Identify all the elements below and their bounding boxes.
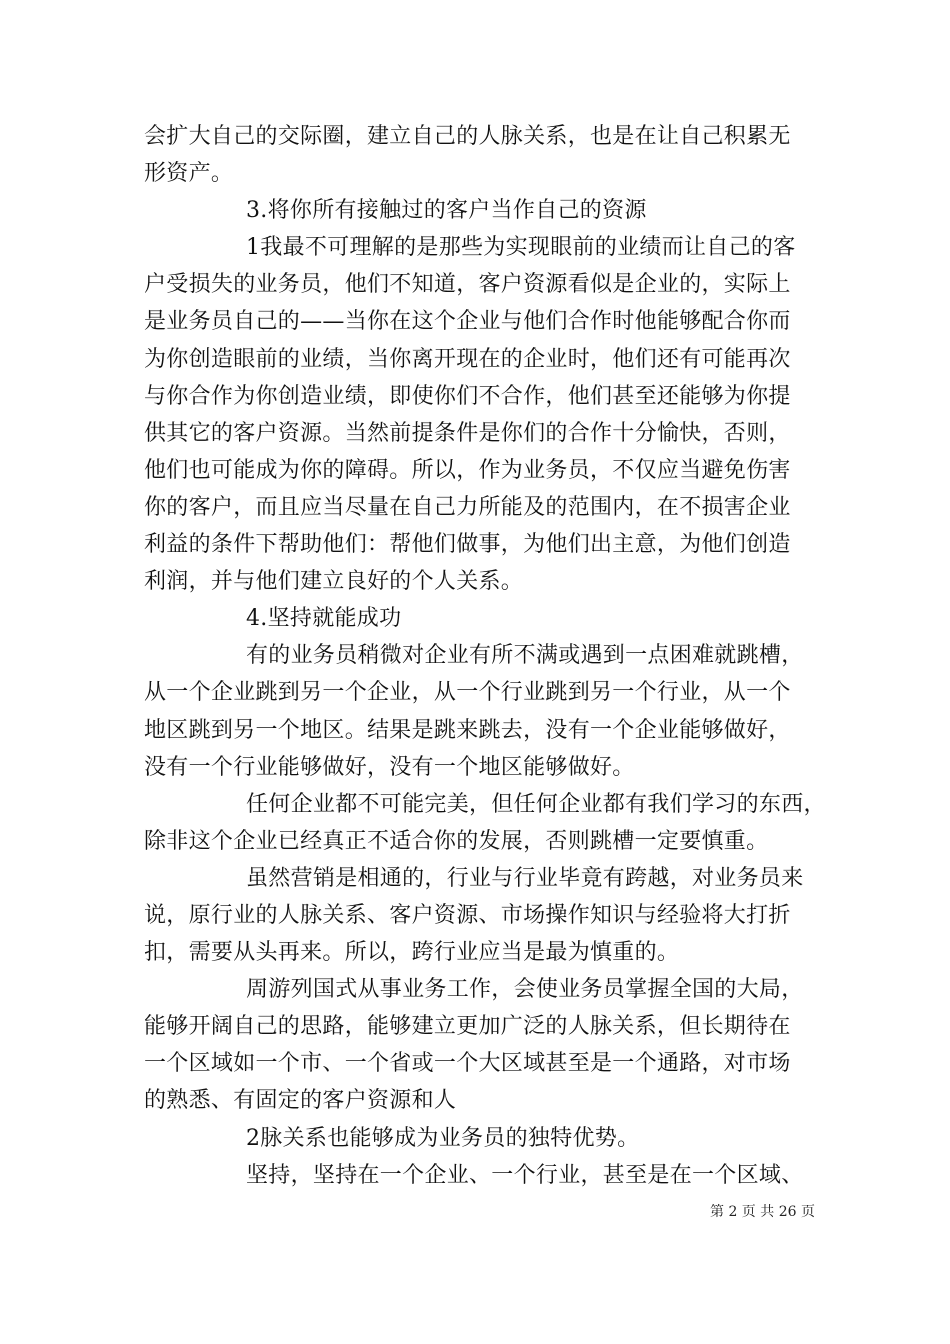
text-line: 3.将你所有接触过的客户当作自己的资源 xyxy=(246,198,647,224)
text-line: 是业务员自己的——当你在这个企业与他们合作时他能够配合你而 xyxy=(144,309,791,335)
text-line: 说，原行业的人脉关系、客户资源、市场操作知识与经验将大打折 xyxy=(144,902,791,928)
text-line: 供其它的客户资源。当然前提条件是你们的合作十分愉快，否则， xyxy=(144,420,791,446)
text-line: 任何企业都不可能完美，但任何企业都有我们学习的东西， xyxy=(246,791,826,817)
text-line: 的熟悉、有固定的客户资源和人 xyxy=(144,1088,457,1114)
text-line: 周游列国式从事业务工作，会使业务员掌握全国的大局， xyxy=(246,977,804,1003)
text-line: 形资产。 xyxy=(144,161,234,187)
text-line: 能够开阔自己的思路，能够建立更加广泛的人脉关系，但长期待在 xyxy=(144,1014,791,1040)
document-body xyxy=(144,118,824,1194)
text-line: 除非这个企业已经真正不适合你的发展，否则跳槽一定要慎重。 xyxy=(144,828,769,854)
text-line: 会扩大自己的交际圈，建立自己的人脉关系，也是在让自己积累无 xyxy=(144,124,791,149)
text-line: 没有一个行业能够做好，没有一个地区能够做好。 xyxy=(144,754,635,780)
text-line: 4.坚持就能成功 xyxy=(246,606,402,632)
text-line: 1我最不可理解的是那些为实现眼前的业绩而让自己的客 xyxy=(246,235,796,261)
text-line: 户受损失的业务员，他们不知道，客户资源看似是企业的，实际上 xyxy=(144,272,791,298)
text-line: 利益的条件下帮助他们：帮他们做事，为他们出主意，为他们创造 xyxy=(144,532,791,558)
text-line: 虽然营销是相通的，行业与行业毕竟有跨越，对业务员来 xyxy=(246,865,804,891)
text-line: 有的业务员稍微对企业有所不满或遇到一点困难就跳槽， xyxy=(246,643,804,669)
text-line: 你的客户，而且应当尽量在自己力所能及的范围内，在不损害企业 xyxy=(144,494,791,520)
text-line: 2脉关系也能够成为业务员的独特优势。 xyxy=(246,1125,640,1151)
text-line: 扣，需要从头再来。所以，跨行业应当是最为慎重的。 xyxy=(144,940,680,966)
text-line: 利润，并与他们建立良好的个人关系。 xyxy=(144,569,524,595)
text-line: 为你创造眼前的业绩，当你离开现在的企业时，他们还有可能再次 xyxy=(144,346,791,372)
text-line: 坚持，坚持在一个企业、一个行业，甚至是在一个区域、 xyxy=(246,1162,804,1188)
text-line: 与你合作为你创造业绩，即使你们不合作，他们甚至还能够为你提 xyxy=(144,383,791,409)
text-line: 他们也可能成为你的障碍。所以，作为业务员，不仅应当避免伤害 xyxy=(144,457,791,483)
text-line: 一个区域如一个市、一个省或一个大区域甚至是一个通路，对市场 xyxy=(144,1051,791,1077)
page-number-footer: 第 2 页 共 26 页 xyxy=(710,1204,815,1220)
text-line: 从一个企业跳到另一个企业，从一个行业跳到另一个行业，从一个 xyxy=(144,680,791,706)
text-line: 地区跳到另一个地区。结果是跳来跳去，没有一个企业能够做好， xyxy=(144,717,791,743)
